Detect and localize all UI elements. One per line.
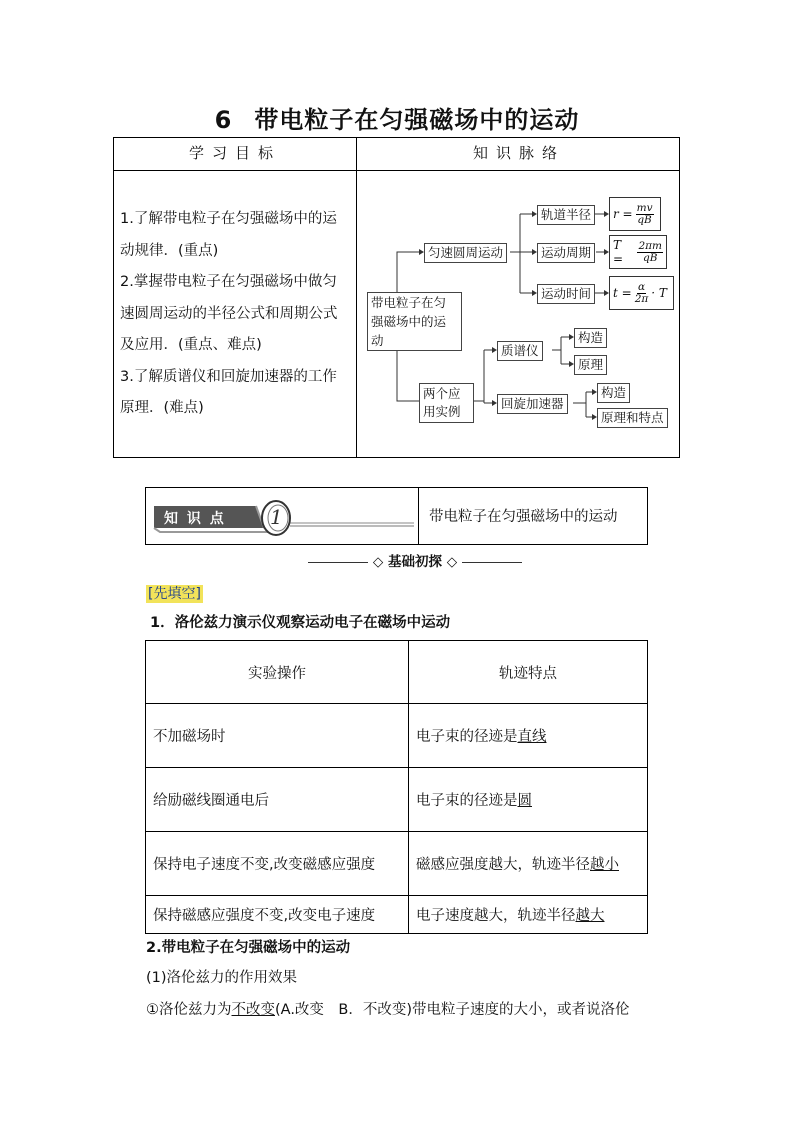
overview-table	[113, 137, 680, 458]
table-row: 给励磁线圈通电后 电子束的径迹是圆	[146, 768, 648, 832]
paragraph-line: ①洛伦兹力为不改变(A.改变 B．不改变)带电粒子速度的大小，或者说洛伦	[146, 1002, 630, 1018]
subheading: (1)洛伦兹力的作用效果	[146, 970, 298, 986]
mindmap-ms-structure: 构造	[574, 328, 607, 348]
mindmap-branch-uniform-circular: 匀速圆周运动	[424, 243, 507, 263]
answer-blank: 不改变	[231, 1002, 275, 1018]
formula-radius: r = $\frac{mv}{qB}$	[609, 197, 661, 231]
goal-item: 1.了解带电粒子在匀强磁场中的运动规律．(重点)	[120, 211, 337, 259]
answer-blank: 直线	[517, 729, 547, 745]
fill-in-tag: [先填空]	[148, 586, 201, 602]
table-header-row	[146, 641, 648, 704]
mindmap-cyc-structure: 构造	[597, 383, 630, 403]
goal-item: 3.了解质谱仪和回旋加速器的工作原理．(难点)	[120, 368, 337, 416]
col-header-trajectory: 轨迹特点	[409, 641, 648, 704]
mindmap-cyc-principle: 原理和特点	[597, 408, 668, 428]
experiment-table	[145, 640, 648, 934]
mindmap-branch-applications: 两个应用实例	[419, 383, 474, 423]
mindmap-mass-spectrometer: 质谱仪	[497, 341, 543, 361]
mindmap-root: 带电粒子在匀强磁场中的运动	[367, 292, 462, 351]
mindmap-time: 运动时间	[537, 284, 595, 304]
heading-1: 1．洛伦兹力演示仪观察运动电子在磁场中运动	[150, 615, 451, 631]
mindmap-radius: 轨道半径	[537, 205, 595, 225]
goal-item: 2.掌握带电粒子在匀强磁场中做匀速圆周运动的半径公式和周期公式及应用．(重点、难点)	[120, 274, 338, 353]
answer-blank: 越大	[575, 908, 605, 924]
knowledge-mindmap	[357, 171, 681, 457]
table-row: 不加磁场时 电子束的径迹是直线	[146, 704, 648, 768]
knowledge-point-badge: 知 识 点 1	[152, 496, 414, 538]
context-header: 知识脉络	[472, 144, 565, 162]
badge-number: 1	[270, 505, 283, 529]
heading-2: 2.带电粒子在匀强磁场中的运动	[146, 940, 351, 956]
mindmap-period: 运动周期	[537, 243, 595, 263]
formula-period: T = $\frac{2\pi m}{qB}$	[609, 235, 667, 269]
answer-blank: 圆	[517, 793, 532, 809]
knowledge-point-header	[145, 487, 648, 545]
section-divider: ◇ 基础初探 ◇	[300, 550, 530, 570]
answer-blank: 越小	[590, 857, 619, 873]
table-row: 保持电子速度不变,改变磁感应强度 磁感应强度越大，轨迹半径越小	[146, 832, 648, 896]
page-title: 6 带电粒子在匀强磁场中的运动	[214, 106, 580, 134]
mindmap-ms-principle: 原理	[574, 355, 607, 375]
formula-time: t = $\frac{\alpha}{2\pi}$ · T	[609, 276, 674, 310]
goals-header: 学习目标	[188, 144, 281, 162]
table-row: 保持磁感应强度不变,改变电子速度 电子速度越大，轨迹半径越大	[146, 896, 648, 934]
goals-list	[120, 204, 348, 425]
mindmap-cyclotron: 回旋加速器	[497, 394, 568, 414]
col-header-operation: 实验操作	[146, 641, 409, 704]
knowledge-point-title: 带电粒子在匀强磁场中的运动	[429, 509, 618, 525]
